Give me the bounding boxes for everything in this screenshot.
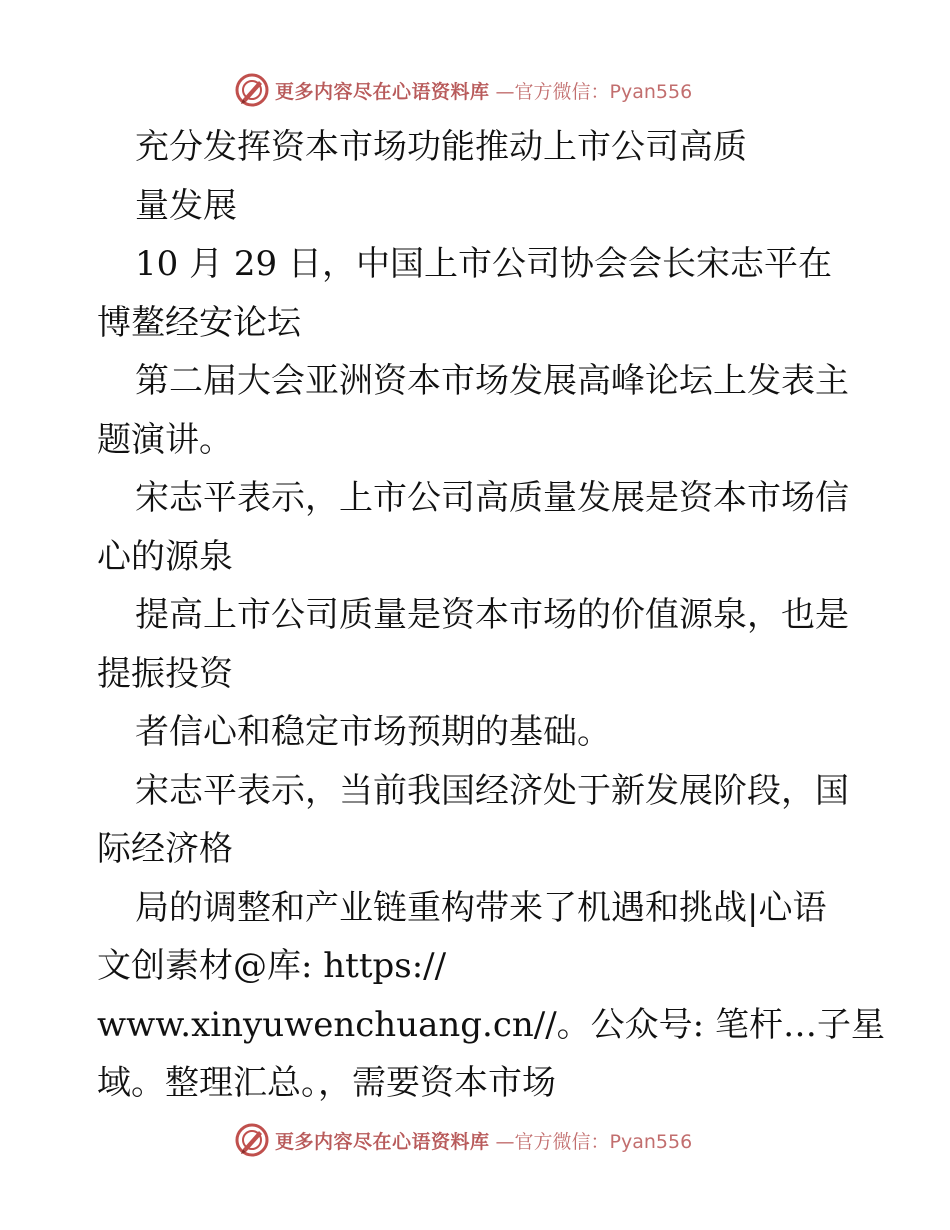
header-site-text: 更多内容尽在心语资料库 <box>275 80 490 103</box>
text-line: 域。整理汇总。，需要资本市场 <box>97 1063 556 1103</box>
footer-contact-text: —官方微信：Pyan556 <box>495 1130 693 1153</box>
footer-banner <box>235 1122 692 1158</box>
text-line: 提高上市公司质量是资本市场的价值源泉，也是 <box>135 595 849 635</box>
text-line: 题演讲。 <box>97 419 233 460</box>
text-line: 宋志平表示，当前我国经济处于新发展阶段，国 <box>135 770 849 811</box>
pen-logo-icon <box>235 1123 269 1157</box>
text-line: 局的调整和产业链重构带来了机遇和挑战|心语 <box>135 887 827 928</box>
text-line: 者信心和稳定市场预期的基础。 <box>135 712 611 752</box>
text-line: 际经济格 <box>97 829 233 869</box>
document-body <box>97 118 885 1113</box>
text-line: 量发展 <box>135 185 237 226</box>
text-line: 宋志平表示，上市公司高质量发展是资本市场信 <box>135 478 849 518</box>
text-line: 文创素材@库: https:// <box>97 946 447 986</box>
text-line: 充分发挥资本市场功能推动上市公司高质 <box>135 127 747 167</box>
text-line: 提振投资 <box>97 653 233 694</box>
text-line: 10 月 29 日，中国上市公司协会会长宋志平在 <box>135 244 832 284</box>
header-banner <box>235 72 692 108</box>
text-line: www.xinyuwenchuang.cn//。公众号: 笔杆…子星 <box>97 1004 885 1045</box>
footer-site-text: 更多内容尽在心语资料库 <box>275 1130 490 1153</box>
header-contact-text: —官方微信：Pyan556 <box>495 80 693 103</box>
text-line: 博鳌经安论坛 <box>97 302 301 343</box>
pen-logo-icon <box>235 73 269 107</box>
text-line: 第二届大会亚洲资本市场发展高峰论坛上发表主 <box>135 361 849 401</box>
text-line: 心的源泉 <box>97 536 233 577</box>
